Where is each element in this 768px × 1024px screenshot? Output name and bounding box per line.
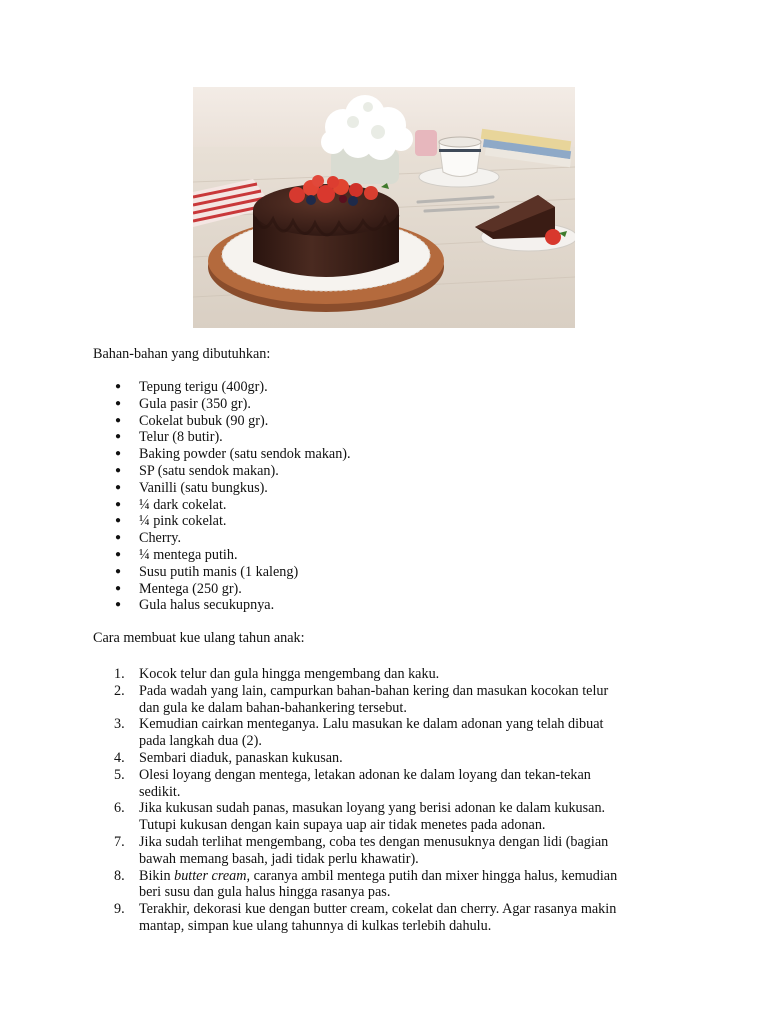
step-text-prefix: Bikin — [139, 867, 175, 884]
step-text-italic: butter cream, — [174, 867, 251, 884]
step-text-line: Kemudian cairkan menteganya. Lalu masukan ke dalam adonan yang telah dibuat — [139, 716, 604, 733]
step-text — [139, 868, 617, 901]
step-item — [93, 834, 673, 868]
bullet-icon: ● — [115, 464, 122, 476]
step-text — [139, 767, 591, 800]
ingredient-text: Mentega (250 gr). — [139, 580, 242, 597]
ingredient-item — [93, 463, 653, 480]
step-text — [139, 716, 603, 749]
step-number: 5. — [114, 766, 125, 783]
ingredient-item — [93, 379, 653, 396]
ingredient-text: SP (satu sendok makan). — [139, 462, 279, 479]
step-item — [93, 800, 673, 834]
step-item — [93, 868, 673, 902]
bullet-icon: ● — [115, 582, 122, 594]
step-text-line: Pada wadah yang lain, campurkan bahan-bahan kering dan masukan kocokan telur — [139, 682, 609, 699]
bullet-icon: ● — [115, 498, 122, 510]
step-text-line: pada langkah dua (2). — [139, 733, 262, 750]
step-text — [139, 666, 439, 682]
ingredient-text: Vanilli (satu bungkus). — [139, 479, 268, 496]
bullet-icon: ● — [115, 515, 122, 527]
ingredient-item — [93, 564, 653, 581]
step-text-line: mantap, simpan kue ulang tahunnya di kulkas terlebih dahulu. — [139, 917, 492, 934]
step-text-line: caranya ambil mentega putih dan mixer hingga halus, kemudian — [250, 867, 618, 884]
ingredient-item — [93, 413, 653, 430]
step-number: 9. — [114, 901, 125, 918]
step-text-line: Jika kukusan sudah panas, masukan loyang yang berisi adonan ke dalam kukusan. — [139, 800, 606, 817]
cake-photo — [193, 87, 575, 328]
step-text-line: beri susu dan gula halus hingga rasanya pas. — [139, 884, 391, 901]
bullet-icon: ● — [115, 548, 122, 560]
step-item — [93, 716, 673, 750]
bullet-icon: ● — [115, 532, 122, 544]
ingredient-item — [93, 513, 653, 530]
bullet-icon: ● — [115, 397, 122, 409]
step-text-line: bawah memang basah, jadi tidak perlu khawatir). — [139, 850, 419, 867]
ingredient-text: Gula halus secukupnya. — [139, 597, 275, 614]
bullet-icon: ● — [115, 431, 122, 443]
step-text-line: Olesi loyang dengan mentega, letakan adonan ke dalam loyang dan tekan-tekan — [139, 766, 591, 783]
ingredients-heading: Bahan-bahan yang dibutuhkan: — [93, 346, 271, 362]
step-number: 7. — [114, 833, 125, 850]
step-text — [139, 901, 616, 934]
ingredient-item — [93, 396, 653, 413]
ingredient-text: Cherry. — [139, 530, 182, 547]
ingredient-item — [93, 597, 653, 614]
ingredients-list — [93, 379, 653, 614]
step-number: 6. — [114, 800, 125, 817]
step-text-line: Jika sudah terlihat mengembang, coba tes dengan menusuknya dengan lidi (bagian — [139, 833, 609, 850]
ingredient-text: Susu putih manis (1 kaleng) — [139, 563, 299, 580]
ingredient-text: Tepung terigu (400gr). — [139, 379, 268, 395]
bullet-icon: ● — [115, 481, 122, 493]
step-text — [139, 683, 608, 716]
step-number: 8. — [114, 867, 125, 884]
ingredient-item — [93, 480, 653, 497]
steps-heading: Cara membuat kue ulang tahun anak: — [93, 630, 305, 646]
step-item — [93, 767, 673, 801]
step-number: 3. — [114, 716, 125, 733]
ingredient-text: ¼ pink cokelat. — [139, 513, 227, 530]
ingredient-item — [93, 429, 653, 446]
bullet-icon: ● — [115, 565, 122, 577]
step-item — [93, 750, 673, 767]
step-text-line: dan gula ke dalam bahan-bahankering tersebut. — [139, 699, 407, 716]
ingredient-text: Cokelat bubuk (90 gr). — [139, 412, 269, 429]
bullet-icon: ● — [115, 599, 122, 611]
step-text — [139, 834, 608, 867]
ingredient-text: Baking powder (satu sendok makan). — [139, 446, 351, 463]
step-item — [93, 666, 673, 683]
ingredient-item — [93, 497, 653, 514]
step-item — [93, 901, 673, 935]
ingredient-text: ¼ mentega putih. — [139, 546, 238, 563]
step-text — [139, 800, 605, 833]
step-item — [93, 683, 673, 717]
ingredient-text: Gula pasir (350 gr). — [139, 395, 251, 412]
ingredient-item — [93, 581, 653, 598]
bullet-icon: ● — [115, 414, 122, 426]
bullet-icon: ● — [115, 381, 122, 392]
step-number: 4. — [114, 749, 125, 766]
step-text-line: Tutupi kukusan dengan kain supaya uap air tidak menetes pada adonan. — [139, 817, 546, 834]
step-text-line: sedikit. — [139, 783, 181, 800]
steps-list — [93, 666, 673, 935]
ingredient-text: Telur (8 butir). — [139, 429, 223, 446]
step-text — [139, 750, 343, 766]
ingredient-item — [93, 530, 653, 547]
step-text-line: Kocok telur dan gula hingga mengembang dan kaku. — [139, 666, 440, 682]
step-number: 2. — [114, 682, 125, 699]
ingredient-item — [93, 446, 653, 463]
ingredient-text: ¼ dark cokelat. — [139, 496, 227, 513]
step-text-line: Sembari diaduk, panaskan kukusan. — [139, 749, 343, 766]
step-text-line: Terakhir, dekorasi kue dengan butter cream, cokelat dan cherry. Agar rasanya makin — [139, 901, 617, 918]
bullet-icon: ● — [115, 448, 122, 460]
step-number: 1. — [114, 666, 125, 682]
ingredient-item — [93, 547, 653, 564]
